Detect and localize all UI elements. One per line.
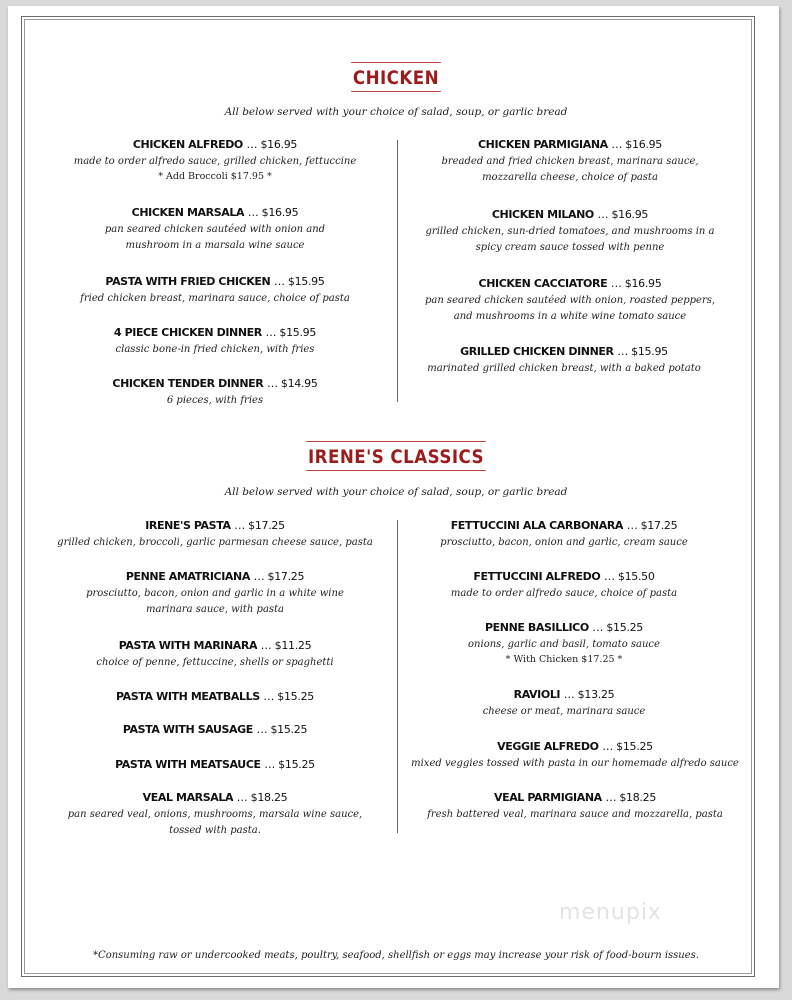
item-description: prosciutto, bacon, onion and garlic in a white wine marinara sauce, with pasta xyxy=(86,588,344,615)
item-name: PASTA WITH SAUSAGE xyxy=(122,723,253,736)
item-description: marinated grilled chicken breast, with a baked potato xyxy=(427,363,701,374)
footer-disclaimer: *Consuming raw or undercooked meats, poultry, seafood, shellfish or eggs may increase your risk of food-bourn issues. xyxy=(93,950,699,961)
item-description: fresh battered veal, marinara sauce and mozzarella, pasta xyxy=(427,809,723,820)
menu-item xyxy=(420,207,720,256)
item-price: … $17.25 xyxy=(234,519,285,532)
item-price: … $13.25 xyxy=(563,688,615,701)
item-name: PASTA WITH FRIED CHICKEN xyxy=(105,275,271,288)
section-subtitle-chicken: All below served with your choice of salad, soup, or garlic bread xyxy=(224,106,568,118)
item-name: FETTUCCINI ALA CARBONARA xyxy=(450,519,624,532)
item-price: … $15.25 xyxy=(264,758,315,771)
menu-item xyxy=(70,569,360,618)
menu-item xyxy=(420,137,720,186)
item-price: … $15.25 xyxy=(263,690,314,703)
item-name: CHICKEN MARSALA xyxy=(131,206,245,219)
item-description: made to order alfredo sauce, grilled chicken, fettuccine xyxy=(73,156,357,167)
item-name: CHICKEN PARMIGIANA xyxy=(478,138,608,151)
item-price: … $14.95 xyxy=(266,377,318,390)
menu-item xyxy=(50,325,380,358)
column-divider xyxy=(397,140,398,402)
menu-item xyxy=(50,137,380,184)
item-name: CHICKEN TENDER DINNER xyxy=(112,377,264,390)
menu-item xyxy=(65,790,365,839)
menu-item xyxy=(50,722,380,737)
menu-item xyxy=(50,274,380,307)
item-price: … $15.95 xyxy=(273,275,325,288)
item-description: choice of penne, fettuccine, shells or spaghetti xyxy=(96,657,334,668)
menu-item xyxy=(420,276,720,325)
item-description: fried chicken breast, marinara sauce, choice of pasta xyxy=(80,293,350,304)
item-price: … $15.95 xyxy=(617,345,668,358)
item-description: made to order alfredo sauce, choice of pasta xyxy=(450,588,678,599)
item-name: PASTA WITH MEATSAUCE xyxy=(115,758,261,771)
item-name: FETTUCCINI ALFREDO xyxy=(473,570,601,583)
item-name: CHICKEN MILANO xyxy=(491,208,594,221)
item-description: prosciutto, bacon, onion and garlic, cream sauce xyxy=(440,537,688,548)
menu-item xyxy=(50,518,380,551)
item-name: PENNE BASILLICO xyxy=(484,621,589,634)
item-price: … $15.95 xyxy=(265,326,317,339)
item-description: 6 pieces, with fries xyxy=(166,395,264,406)
menu-item xyxy=(399,518,729,551)
menu-item xyxy=(399,344,729,377)
item-description: pan seared chicken sautéed with onion and mushroom in a marsala wine sauce xyxy=(104,224,326,251)
menu-item xyxy=(399,620,729,667)
item-price: … $15.25 xyxy=(602,740,653,753)
item-note: * Add Broccoli $17.95 * xyxy=(158,171,272,182)
menu-item xyxy=(50,638,380,671)
item-price: … $16.95 xyxy=(247,206,299,219)
item-price: … $15.25 xyxy=(592,621,644,634)
menu-item xyxy=(80,205,350,254)
item-name: VEAL PARMIGIANA xyxy=(493,791,602,804)
item-name: VEAL MARSALA xyxy=(142,791,234,804)
item-description: pan seared chicken sautéed with onion, roasted peppers, and mushrooms in a white wine tomato sauce xyxy=(424,295,716,322)
item-name: PASTA WITH MARINARA xyxy=(118,639,258,652)
item-name: RAVIOLI xyxy=(513,688,561,701)
item-description: grilled chicken, broccoli, garlic parmesan cheese sauce, pasta xyxy=(57,537,373,548)
section-title-classics: IRENE'S CLASSICS xyxy=(0,441,792,471)
item-name: IRENE'S PASTA xyxy=(145,519,231,532)
section-subtitle-classics: All below served with your choice of salad, soup, or garlic bread xyxy=(224,486,568,498)
item-description: grilled chicken, sun-dried tomatoes, and mushrooms in a spicy cream sauce tossed with penne xyxy=(425,226,715,253)
menu-item xyxy=(405,739,745,772)
item-price: … $16.95 xyxy=(610,277,662,290)
item-description: onions, garlic and basil, tomato sauce xyxy=(468,639,660,650)
item-price: … $16.95 xyxy=(597,208,649,221)
menu-item xyxy=(50,376,380,409)
item-price: … $18.25 xyxy=(605,791,657,804)
menu-item xyxy=(50,757,380,772)
item-name: CHICKEN ALFREDO xyxy=(132,138,243,151)
item-name: VEGGIE ALFREDO xyxy=(497,740,599,753)
section-title-chicken: CHICKEN xyxy=(0,62,792,92)
item-price: … $17.25 xyxy=(626,519,678,532)
item-description: cheese or meat, marinara sauce xyxy=(482,706,646,717)
item-description: classic bone-in fried chicken, with fries xyxy=(115,344,315,355)
menu-item xyxy=(399,687,729,720)
item-name: PASTA WITH MEATBALLS xyxy=(116,690,260,703)
item-price: … $17.25 xyxy=(253,570,305,583)
item-description: breaded and fried chicken breast, marinara sauce, mozzarella cheese, choice of pasta xyxy=(441,156,699,183)
item-price: … $15.25 xyxy=(256,723,308,736)
item-description: mixed veggies tossed with pasta in our homemade alfredo sauce xyxy=(411,758,739,769)
menu-item xyxy=(50,689,380,704)
item-name: CHICKEN CACCIATORE xyxy=(478,277,608,290)
item-name: 4 PIECE CHICKEN DINNER xyxy=(113,326,262,339)
watermark-logo: menupix xyxy=(559,900,662,925)
item-description: pan seared veal, onions, mushrooms, marsala wine sauce, tossed with pasta. xyxy=(67,809,363,836)
menu-item xyxy=(405,790,745,823)
item-price: … $15.50 xyxy=(603,570,655,583)
item-price: … $11.25 xyxy=(260,639,312,652)
menu-item xyxy=(399,569,729,602)
item-name: PENNE AMATRICIANA xyxy=(125,570,250,583)
item-price: … $16.95 xyxy=(246,138,298,151)
column-divider xyxy=(397,520,398,833)
item-note: * With Chicken $17.25 * xyxy=(505,654,623,665)
item-price: … $18.25 xyxy=(236,791,288,804)
item-price: … $16.95 xyxy=(611,138,662,151)
item-name: GRILLED CHICKEN DINNER xyxy=(460,345,614,358)
